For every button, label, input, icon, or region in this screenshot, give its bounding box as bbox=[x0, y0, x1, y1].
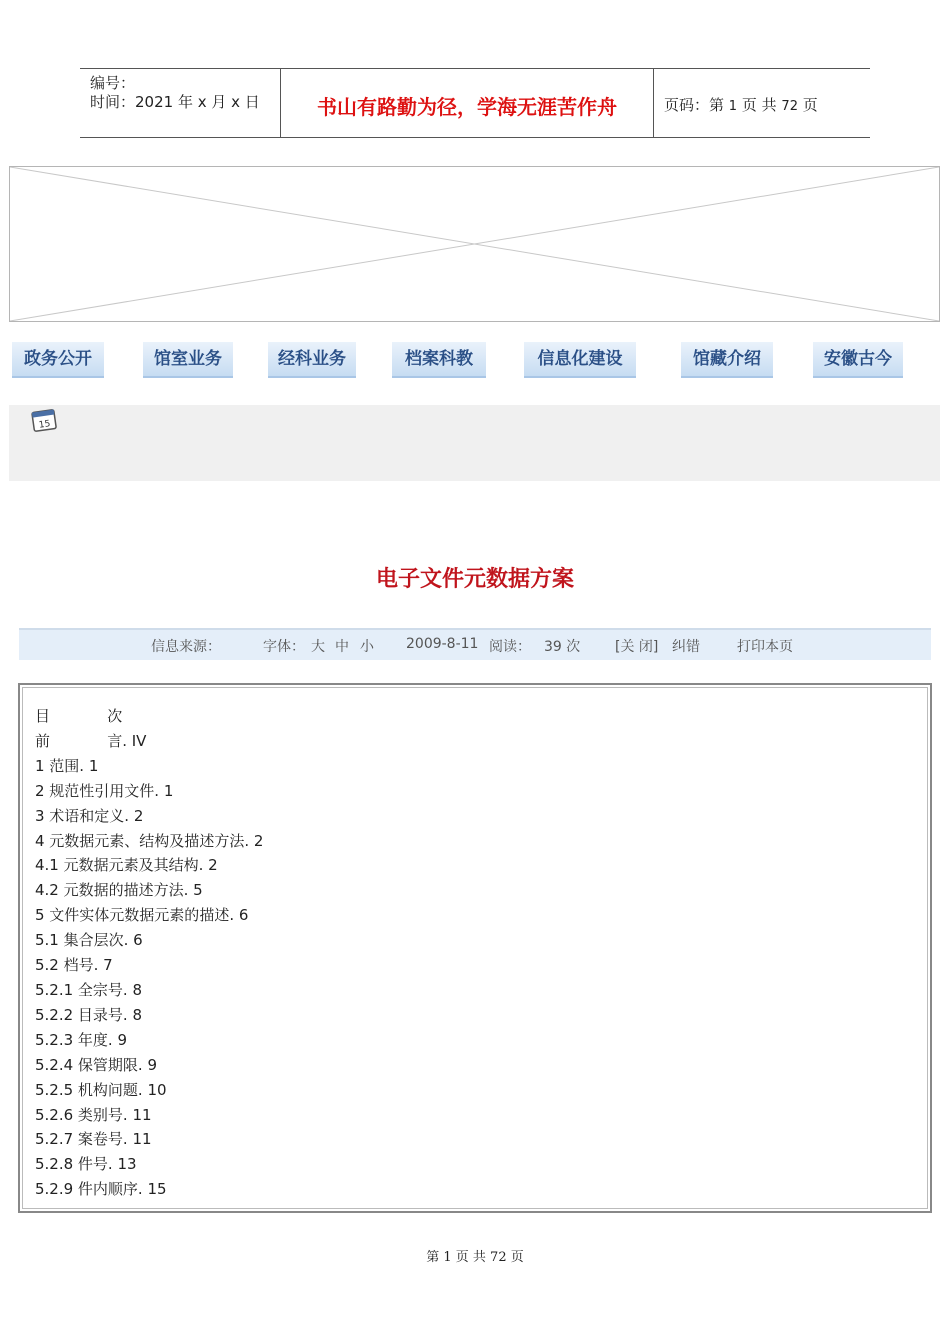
page-label: 页码：第 bbox=[664, 96, 725, 114]
number-label: 编号： bbox=[90, 74, 136, 92]
nav-item-it-construction[interactable]: 信息化建设 bbox=[524, 342, 636, 378]
font-label: 字体： bbox=[263, 639, 305, 655]
main-nav bbox=[0, 342, 950, 378]
page-mid: 页 共 bbox=[741, 96, 777, 114]
toc-item: 5.2.9 件内顺序. 15 bbox=[35, 1180, 167, 1199]
toc-item: 5.2.4 保管期限. 9 bbox=[35, 1055, 158, 1074]
toc-item: 4.1 元数据元素及其结构. 2 bbox=[35, 856, 218, 875]
toc-item: 5.1 集合层次. 6 bbox=[35, 931, 143, 950]
header-meta-cell bbox=[80, 69, 281, 137]
motto: 书山有路勤为径，学海无涯苦作舟 bbox=[317, 95, 617, 119]
font-small-link[interactable]: 小 bbox=[360, 639, 374, 655]
toc-item: 5.2 档号. 7 bbox=[35, 956, 113, 975]
font-medium-link[interactable]: 中 bbox=[335, 639, 349, 655]
page-footer: 第 1 页 共 72 页 bbox=[426, 1250, 524, 1265]
toc-item: 5 文件实体元数据元素的描述. 6 bbox=[35, 906, 249, 925]
nav-item-gov-affairs[interactable]: 政务公开 bbox=[12, 342, 104, 378]
toc-item: 5.2.1 全宗号. 8 bbox=[35, 980, 143, 999]
toc-item: 前 言. IV bbox=[35, 731, 147, 750]
toc-item: 4 元数据元素、结构及描述方法. 2 bbox=[35, 831, 264, 850]
toc-item: 1 范围. 1 bbox=[35, 756, 99, 775]
toc-item: 5.2.6 类别号. 11 bbox=[35, 1105, 152, 1124]
nav-item-science-business[interactable]: 经科业务 bbox=[268, 342, 356, 378]
header-motto-cell bbox=[281, 69, 654, 137]
font-large-link[interactable]: 大 bbox=[311, 639, 325, 655]
close-button[interactable]: [关 闭] bbox=[615, 639, 659, 655]
document-header bbox=[80, 68, 870, 138]
article-title: 电子文件元数据方案 bbox=[375, 567, 574, 592]
article-content bbox=[18, 683, 932, 1213]
broken-image-icon bbox=[10, 167, 939, 321]
toc-item: 5.2.7 案卷号. 11 bbox=[35, 1130, 152, 1149]
date-bar bbox=[9, 405, 940, 481]
calendar-day: 15 bbox=[38, 419, 52, 431]
toc-item: 5.2.5 机构问题. 10 bbox=[35, 1080, 167, 1099]
header-page-cell bbox=[654, 69, 870, 137]
article-content-inner bbox=[22, 687, 928, 1209]
nav-item-archive-education[interactable]: 档案科教 bbox=[392, 342, 486, 378]
nav-item-anhui-history[interactable]: 安徽古今 bbox=[813, 342, 903, 378]
page-total: 72 bbox=[781, 99, 798, 114]
report-error-link[interactable]: 纠错 bbox=[672, 639, 700, 655]
toc-item: 4.2 元数据的描述方法. 5 bbox=[35, 881, 203, 900]
page-end: 页 bbox=[802, 96, 818, 114]
page-current: 1 bbox=[728, 99, 738, 114]
calendar-icon bbox=[31, 408, 57, 432]
print-page-link[interactable]: 打印本页 bbox=[737, 639, 793, 655]
toc-item: 5.2.2 目录号. 8 bbox=[35, 1005, 143, 1024]
toc-item: 目 次 bbox=[35, 707, 123, 725]
toc-item: 5.2.8 件号. 13 bbox=[35, 1155, 137, 1174]
reads-count: 39 次 bbox=[544, 639, 581, 655]
nav-item-archive-business[interactable]: 馆室业务 bbox=[143, 342, 233, 378]
publish-date: 2009-8-11 bbox=[406, 636, 479, 652]
time-label: 时间：2021 年 x 月 x 日 bbox=[90, 93, 260, 111]
article-info-bar bbox=[19, 628, 931, 660]
banner-image-placeholder bbox=[9, 166, 940, 322]
source-label: 信息来源： bbox=[151, 639, 221, 655]
reads-label: 阅读： bbox=[489, 639, 531, 655]
page-number bbox=[664, 94, 818, 115]
toc-item: 5.2.3 年度. 9 bbox=[35, 1030, 128, 1049]
nav-item-collection-intro[interactable]: 馆藏介绍 bbox=[681, 342, 773, 378]
toc-item: 3 术语和定义. 2 bbox=[35, 806, 144, 825]
table-of-contents bbox=[35, 704, 263, 1202]
toc-item: 2 规范性引用文件. 1 bbox=[35, 781, 174, 800]
